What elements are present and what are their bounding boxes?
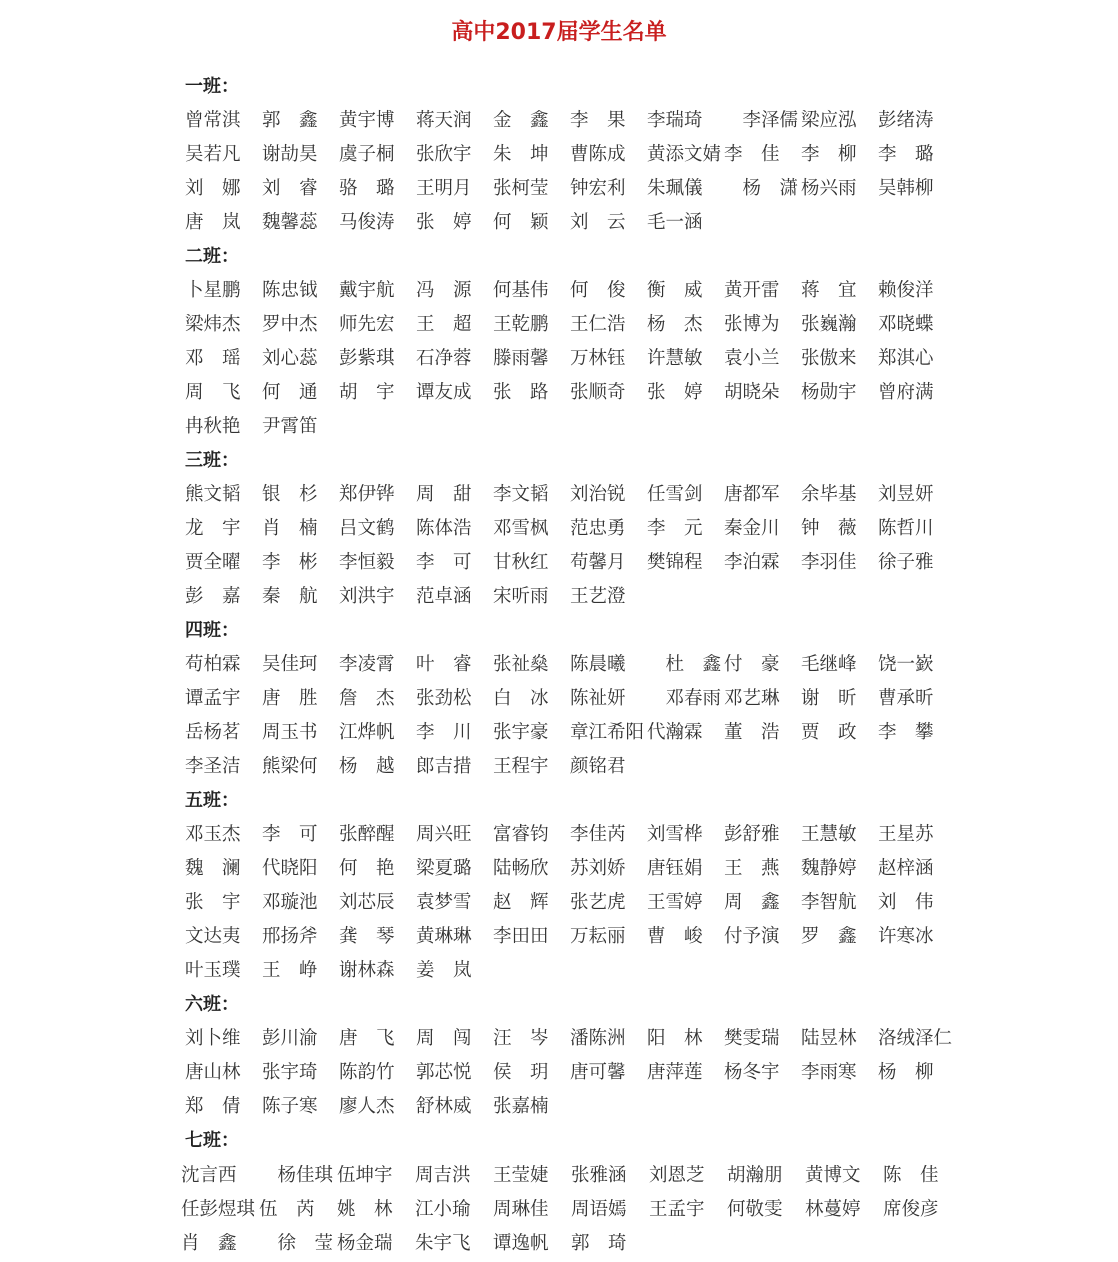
student-name: 周 鑫 [724,892,780,913]
student-name: 杜 鑫 [647,654,722,675]
student-name: 黄博文 [805,1165,861,1186]
student-name: 李 佳 [724,144,780,165]
class-heading: 六班： [185,994,239,1015]
student-name: 吴佳珂 [262,654,318,675]
student-name: 张柯莹 [493,178,549,199]
student-name: 郭 鑫 [262,110,318,131]
class-heading: 七班： [185,1130,239,1151]
class-section-3 [185,444,985,614]
student-name: 陆畅欣 [493,858,549,879]
student-name: 石净蓉 [416,348,472,369]
student-name: 王星苏 [878,824,934,845]
student-name: 罗中杰 [262,314,318,335]
student-name: 杨佳琪 [259,1165,334,1186]
student-name: 周琳佳 [493,1199,549,1220]
student-name: 李 可 [416,552,472,573]
student-name: 王 超 [416,314,472,335]
student-name: 刘洪宇 [339,586,395,607]
student-name: 唐 飞 [339,1028,395,1049]
student-name: 胡晓朵 [724,382,780,403]
student-name: 余毕基 [801,484,857,505]
student-name: 任雪剑 [647,484,703,505]
name-row [185,716,985,750]
student-name: 秦金川 [724,518,780,539]
class-heading: 四班： [185,620,239,641]
student-name: 卜星鹏 [185,280,241,301]
student-name: 杨金瑞 [337,1233,393,1254]
student-name: 张嘉楠 [493,1096,549,1117]
name-row [185,954,985,988]
student-name: 王乾鹏 [493,314,549,335]
page-title: 高中2017届学生名单 [451,20,667,45]
student-name: 苏刘娇 [570,858,626,879]
class-section-7 [181,1124,985,1261]
student-name: 陈 佳 [883,1165,939,1186]
student-name: 岳杨茗 [185,722,241,743]
student-name: 周 闯 [416,1028,472,1049]
student-name: 汪 岑 [493,1028,549,1049]
student-name: 侯 玥 [493,1062,549,1083]
student-name: 毛继峰 [801,654,857,675]
student-name: 张傲来 [801,348,857,369]
student-name: 苟馨月 [570,552,626,573]
student-name: 江烨帆 [339,722,395,743]
class-heading: 二班： [185,246,239,267]
student-name: 罗 鑫 [801,926,857,947]
student-name: 任彭煜琪 [181,1199,256,1220]
student-name: 潘陈洲 [570,1028,626,1049]
student-name: 唐 岚 [185,212,241,233]
student-name: 万耘丽 [570,926,626,947]
student-name: 陈韵竹 [339,1062,395,1083]
student-name: 熊梁何 [262,756,318,777]
student-name: 唐都军 [724,484,780,505]
student-name: 周玉书 [262,722,318,743]
student-name: 王 峥 [262,960,318,981]
student-name: 陈体浩 [416,518,472,539]
student-name: 贾全曜 [185,552,241,573]
student-name: 马俊涛 [339,212,395,233]
student-name: 唐萍莲 [647,1062,703,1083]
name-row [185,580,985,614]
student-name: 李 攀 [878,722,934,743]
student-name: 李 元 [647,518,703,539]
student-name: 张 宇 [185,892,241,913]
student-name: 洛绒泽仁 [878,1028,953,1049]
student-name: 刘 睿 [262,178,318,199]
student-name: 徐子雅 [878,552,934,573]
student-name: 刘卜维 [185,1028,241,1049]
student-name: 刘昱妍 [878,484,934,505]
student-name: 刘 伟 [878,892,934,913]
student-name: 樊锦程 [647,552,703,573]
student-name: 何 艳 [339,858,395,879]
student-name: 邢扬斧 [262,926,318,947]
student-name: 李佳芮 [570,824,626,845]
student-name: 李 川 [416,722,472,743]
student-name: 郭芯悦 [416,1062,472,1083]
name-row [185,852,985,886]
student-name: 李凌霄 [339,654,395,675]
student-name: 张 婷 [416,212,472,233]
student-name: 李圣洁 [185,756,241,777]
name-row [185,546,985,580]
student-name: 吕文鹤 [339,518,395,539]
student-name: 曾常淇 [185,110,241,131]
student-name: 周 飞 [185,382,241,403]
name-row [185,308,985,342]
student-name: 张 婷 [647,382,703,403]
student-name: 伍坤宇 [337,1165,393,1186]
class-heading: 五班： [185,790,239,811]
name-row [185,138,985,172]
student-name: 王莹婕 [493,1165,549,1186]
student-name: 彭绪涛 [878,110,934,131]
student-name: 谢 昕 [801,688,857,709]
student-name: 李 果 [570,110,626,131]
student-name: 赵 辉 [493,892,549,913]
student-name: 彭紫琪 [339,348,395,369]
student-name: 张劲松 [416,688,472,709]
student-name: 梁应泓 [801,110,857,131]
student-name: 谭孟宇 [185,688,241,709]
student-name: 许寒冰 [878,926,934,947]
student-name: 伍 芮 [259,1199,315,1220]
student-name: 叶 睿 [416,654,472,675]
student-name: 龚 琴 [339,926,395,947]
student-name: 付予演 [724,926,780,947]
student-name: 冉秋艳 [185,416,241,437]
student-name: 董 浩 [724,722,780,743]
student-name: 代晓阳 [262,858,318,879]
student-name: 姜 岚 [416,960,472,981]
name-row [185,206,985,240]
student-name: 席俊彦 [883,1199,939,1220]
student-name: 王明月 [416,178,472,199]
student-name: 冯 源 [416,280,472,301]
student-name: 周语嫣 [571,1199,627,1220]
student-name: 郑 倩 [185,1096,241,1117]
student-name: 杨冬宇 [724,1062,780,1083]
student-name: 李 璐 [878,144,934,165]
class-section-6 [185,988,985,1124]
student-name: 代瀚霖 [647,722,703,743]
student-name: 杨勋宇 [801,382,857,403]
student-name: 李羽佳 [801,552,857,573]
student-name: 唐 胜 [262,688,318,709]
name-row [185,1056,985,1090]
student-name: 王孟宇 [649,1199,705,1220]
student-name: 杨 杰 [647,314,703,335]
student-name: 何 通 [262,382,318,403]
student-name: 白 冰 [493,688,549,709]
student-name: 何 俊 [570,280,626,301]
student-name: 万林钰 [570,348,626,369]
name-row [185,648,985,682]
student-name: 滕雨馨 [493,348,549,369]
name-row [185,920,985,954]
student-name: 彭舒雅 [724,824,780,845]
student-name: 钟 薇 [801,518,857,539]
student-name: 阳 林 [647,1028,703,1049]
student-name: 何 颖 [493,212,549,233]
student-name: 沈言西 [181,1165,237,1186]
student-name: 张祉燊 [493,654,549,675]
student-name: 刘心蕊 [262,348,318,369]
student-name: 何敬雯 [727,1199,783,1220]
student-name: 袁梦雪 [416,892,472,913]
student-name: 郭 琦 [571,1233,627,1254]
student-name: 樊雯瑞 [724,1028,780,1049]
class-section-1 [185,70,985,240]
name-row [185,104,985,138]
name-row [185,376,985,410]
student-name: 徐 莹 [259,1233,334,1254]
student-name: 刘治锐 [570,484,626,505]
student-name: 李瑞琦 [647,110,703,131]
student-name: 谭友成 [416,382,472,403]
student-name: 陈哲川 [878,518,934,539]
student-name: 张醉醒 [339,824,395,845]
student-name: 章江希阳 [570,722,645,743]
student-name: 黄添文婧 [647,144,722,165]
student-name: 李田田 [493,926,549,947]
student-name: 李恒毅 [339,552,395,573]
student-name: 张雅涵 [571,1165,627,1186]
name-row [185,1022,985,1056]
student-name: 邓晓蝶 [878,314,934,335]
student-name: 银 杉 [262,484,318,505]
student-name: 邓雪枫 [493,518,549,539]
student-name: 赖俊洋 [878,280,934,301]
student-name: 付 豪 [724,654,780,675]
student-name: 虞子桐 [339,144,395,165]
student-name: 李泊霖 [724,552,780,573]
student-name: 陈忠钺 [262,280,318,301]
student-name: 张巍瀚 [801,314,857,335]
student-name: 肖 楠 [262,518,318,539]
student-name: 王程宇 [493,756,549,777]
student-name: 颜铭君 [570,756,626,777]
student-name: 吴若凡 [185,144,241,165]
student-name: 梁炜杰 [185,314,241,335]
class-section-4 [185,614,985,784]
name-row [185,750,985,784]
student-name: 郑伊铧 [339,484,395,505]
student-name: 张宇琦 [262,1062,318,1083]
student-name: 陆昱林 [801,1028,857,1049]
student-name: 范卓涵 [416,586,472,607]
student-name: 刘恩芝 [649,1165,705,1186]
student-name: 刘芯辰 [339,892,395,913]
student-name: 李 可 [262,824,318,845]
student-name: 何基伟 [493,280,549,301]
student-name: 肖 鑫 [181,1233,237,1254]
student-name: 周吉洪 [415,1165,471,1186]
student-name: 王艺澄 [570,586,626,607]
student-name: 蒋 宜 [801,280,857,301]
student-name: 黄开雷 [724,280,780,301]
student-roster [181,70,985,1261]
student-name: 彭 嘉 [185,586,241,607]
student-name: 胡 宇 [339,382,395,403]
student-name: 江小瑜 [415,1199,471,1220]
student-name: 张顺奇 [570,382,626,403]
name-row [181,1227,985,1261]
student-name: 王慧敏 [801,824,857,845]
name-row [185,172,985,206]
student-name: 秦 航 [262,586,318,607]
student-name: 胡瀚朋 [727,1165,783,1186]
student-name: 李文韬 [493,484,549,505]
name-row [185,818,985,852]
student-name: 金 鑫 [493,110,549,131]
student-name: 师先宏 [339,314,395,335]
student-name: 李 彬 [262,552,318,573]
name-row [185,410,985,444]
student-name: 邓 瑶 [185,348,241,369]
student-name: 梁夏璐 [416,858,472,879]
student-name: 刘雪桦 [647,824,703,845]
student-name: 刘 云 [570,212,626,233]
student-name: 刘 娜 [185,178,241,199]
name-row [181,1158,985,1193]
student-name: 杨 潇 [724,178,799,199]
student-name: 林蔓婷 [805,1199,861,1220]
student-name: 苟柏霖 [185,654,241,675]
student-name: 尹霄笛 [262,416,318,437]
student-name: 张 路 [493,382,549,403]
student-name: 富睿钧 [493,824,549,845]
student-name: 黄琳琳 [416,926,472,947]
student-name: 魏静婷 [801,858,857,879]
student-name: 黄宇博 [339,110,395,131]
student-name: 饶一嶔 [878,654,934,675]
student-name: 谢劼昊 [262,144,318,165]
student-name: 王仁浩 [570,314,626,335]
name-row [185,1090,985,1124]
class-section-5 [185,784,985,988]
student-name: 廖人杰 [339,1096,395,1117]
student-name: 邓春雨 [647,688,722,709]
student-name: 邓玉杰 [185,824,241,845]
name-row [185,682,985,716]
student-name: 熊文韬 [185,484,241,505]
student-name: 吴韩柳 [878,178,934,199]
student-name: 陈祉妍 [570,688,626,709]
student-name: 谢林森 [339,960,395,981]
student-name: 唐可馨 [570,1062,626,1083]
student-name: 李泽儒 [724,110,799,131]
student-name: 彭川渝 [262,1028,318,1049]
student-name: 唐钰娟 [647,858,703,879]
student-name: 范忠勇 [570,518,626,539]
class-section-2 [185,240,985,444]
student-name: 蒋天润 [416,110,472,131]
student-name: 钟宏利 [570,178,626,199]
student-name: 魏馨蕊 [262,212,318,233]
student-name: 杨 越 [339,756,395,777]
name-row [185,512,985,546]
student-name: 曹承昕 [878,688,934,709]
student-name: 李 柳 [801,144,857,165]
student-name: 陈晨曦 [570,654,626,675]
student-name: 毛一涵 [647,212,703,233]
student-name: 魏 澜 [185,858,241,879]
name-row [185,274,985,308]
student-name: 朱 坤 [493,144,549,165]
student-name: 曹陈成 [570,144,626,165]
student-name: 周 甜 [416,484,472,505]
student-name: 文达夷 [185,926,241,947]
student-name: 李雨寒 [801,1062,857,1083]
name-row [185,886,985,920]
student-name: 邓璇池 [262,892,318,913]
student-name: 王 燕 [724,858,780,879]
student-name: 曾府满 [878,382,934,403]
student-name: 郎吉措 [416,756,472,777]
student-name: 舒林威 [416,1096,472,1117]
student-name: 姚 林 [337,1199,393,1220]
student-name: 陈子寒 [262,1096,318,1117]
student-name: 宋听雨 [493,586,549,607]
student-name: 贾 政 [801,722,857,743]
student-name: 叶玉璞 [185,960,241,981]
name-row [185,342,985,376]
student-name: 周兴旺 [416,824,472,845]
student-name: 曹 峻 [647,926,703,947]
student-name: 王雪婷 [647,892,703,913]
student-name: 朱珮儀 [647,178,703,199]
student-name: 骆 璐 [339,178,395,199]
class-heading: 三班： [185,450,239,471]
student-name: 张宇豪 [493,722,549,743]
student-name: 衡 威 [647,280,703,301]
student-name: 詹 杰 [339,688,395,709]
student-name: 李智航 [801,892,857,913]
student-name: 戴宇航 [339,280,395,301]
student-name: 龙 宇 [185,518,241,539]
student-name: 邓艺琳 [724,688,780,709]
student-name: 甘秋红 [493,552,549,573]
student-name: 许慧敏 [647,348,703,369]
student-name: 杨兴雨 [801,178,857,199]
student-name: 赵梓涵 [878,858,934,879]
student-name: 杨 柳 [878,1062,934,1083]
name-row [181,1193,985,1227]
student-name: 谭逸帆 [493,1233,549,1254]
student-name: 唐山林 [185,1062,241,1083]
student-name: 张博为 [724,314,780,335]
student-name: 郑淇心 [878,348,934,369]
name-row [185,478,985,512]
class-heading: 一班： [185,76,239,97]
student-name: 袁小兰 [724,348,780,369]
student-name: 张欣宇 [416,144,472,165]
student-name: 张艺虎 [570,892,626,913]
student-name: 朱宇飞 [415,1233,471,1254]
